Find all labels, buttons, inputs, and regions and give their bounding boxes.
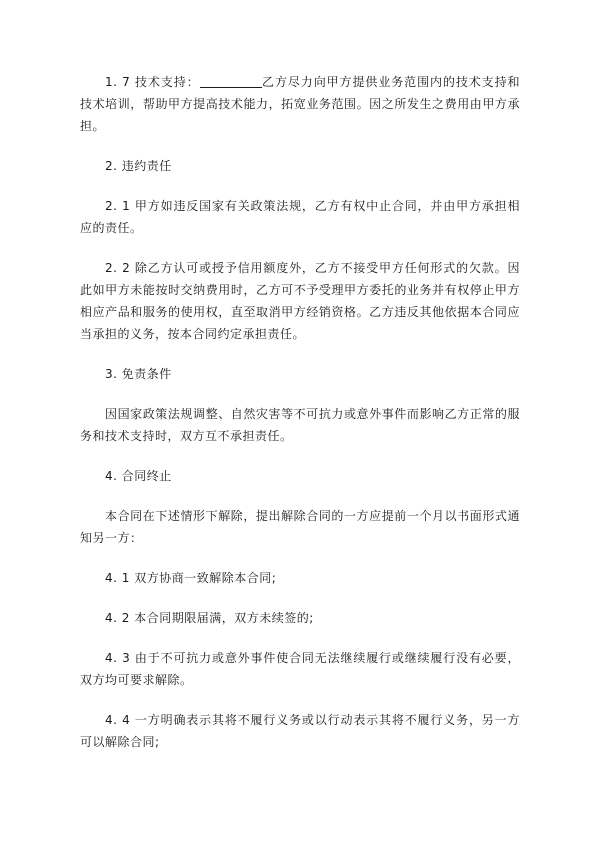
clause-2-2: 2. 2 除乙方认可或授予信用额度外，乙方不接受甲方任何形式的欠款。因此如甲方未能按时交纳费用时，乙方可不予受理甲方委托的业务并有权停止甲方相应产品和服务的使用权，直至取消甲方经销资格。乙方违反其他依据本合同应当承担的义务，按本合同约定承担责任。 xyxy=(80,261,520,341)
document-body xyxy=(80,71,520,771)
section-heading-4: 4. 合同终止 xyxy=(105,469,172,483)
clause-4-4: 4. 4 一方明确表示其将不履行义务或以行动表示其将不履行义务，另一方可以解除合同; xyxy=(80,713,520,749)
clause-1-7-heading: 1. 7 技术支持： xyxy=(105,75,200,89)
clause-4-1: 4. 1 双方协商一致解除本合同; xyxy=(105,571,277,585)
clause-4-3: 4. 3 由于不可抗力或意外事件使合同无法继续履行或继续履行没有必要，双方均可要求解除。 xyxy=(80,651,520,687)
section-heading-3: 3. 免责条件 xyxy=(105,367,172,381)
clause-1-7-text: 乙方尽力向甲方提供业务范围内的技术支持和技术培训，帮助甲方提高技术能力，拓宽业务范围。因之所发生之费用由甲方承担。 xyxy=(80,75,520,133)
clause-4-2: 4. 2 本合同期限届满，双方未续签的; xyxy=(105,611,314,625)
clause-3: 因国家政策法规调整、自然灾害等不可抗力或意外事件而影响乙方正常的服务和技术支持时，双方互不承担责任。 xyxy=(80,407,520,443)
section-heading-2: 2. 违约责任 xyxy=(105,159,172,173)
clause-4-intro: 本合同在下述情形下解除，提出解除合同的一方应提前一个月以书面形式通知另一方： xyxy=(80,509,520,545)
clause-2-1: 2. 1 甲方如违反国家有关政策法规，乙方有权中止合同，并由甲方承担相应的责任。 xyxy=(80,199,520,235)
clause-1-7 xyxy=(80,71,520,137)
fill-in-blank xyxy=(200,73,262,88)
